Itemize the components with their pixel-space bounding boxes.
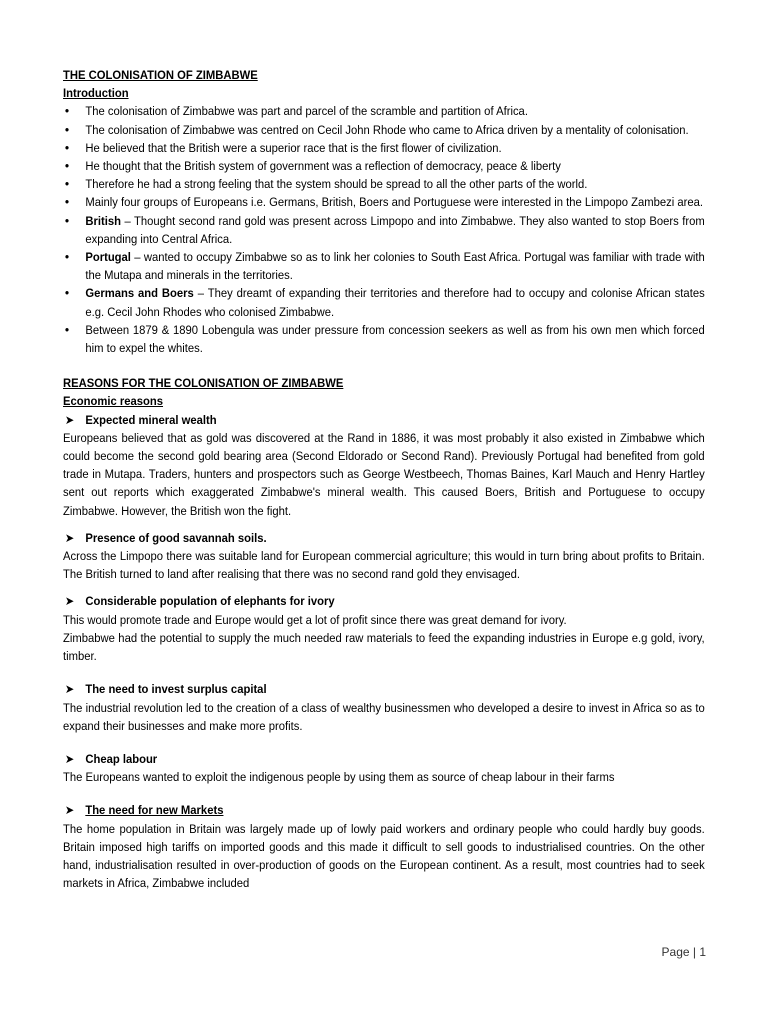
document-body (63, 66, 705, 892)
spacer (63, 735, 705, 750)
arrow-bullet-icon: ➤ (64, 803, 75, 818)
list-item: • The colonisation of Zimbabwe was centred on Cecil John Rhode who came to Africa driven by a mentality of colonisation. (63, 121, 705, 139)
section-paragraph: The industrial revolution led to the creation of a class of wealthy businessmen who developed a desire to invest in Africa so as to expand their businesses and make more profits. (63, 700, 705, 733)
section-paragraph: The home population in Britain was largely made up of lowly paid workers and ordinary people who could hardly buy goods. Britain imposed high tariffs on imported goods and this made it difficult to sell goods to industrialised countries. On the other hand, industrialisation resulted in over-production of goods on the European continent. As a result, most countries had to seek markets in Africa, Zimbabwe included (63, 821, 705, 891)
arrow-bullet-icon: ➤ (64, 682, 75, 697)
spacer (63, 520, 705, 529)
section-paragraph: This would promote trade and Europe would get a lot of profit since there was great demand for ivory. (63, 612, 567, 627)
list-item: • Portugal – wanted to occupy Zimbabwe so as to link her colonies to South East Africa. Portugal was familiar with trade with the Mutapa and minerals in the territories. (63, 248, 705, 284)
section-heading: ➤ The need to invest surplus capital (63, 680, 705, 698)
list-item: • The colonisation of Zimbabwe was part and parcel of the scramble and partition of Africa. (63, 102, 705, 120)
spacer (63, 665, 705, 680)
section-heading: ➤ Considerable population of elephants for ivory (63, 592, 705, 610)
section-paragraph: The Europeans wanted to exploit the indigenous people by using them as source of cheap labour in their farms (63, 770, 615, 785)
section-paragraph: Zimbabwe had the potential to supply the much needed raw materials to feed the expanding industries in Europe e.g gold, ivory, timber. (63, 630, 705, 664)
spacer (63, 583, 705, 592)
page-number-footer: Page | 1 (661, 945, 706, 959)
list-item: • Therefore he had a strong feeling that the system should be spread to all the other parts of the world. (63, 175, 705, 193)
list-item: • He believed that the British were a superior race that is the first flower of civilization. (63, 139, 705, 157)
arrow-bullet-icon: ➤ (64, 751, 75, 766)
document-title: THE COLONISATION OF ZIMBABWE (63, 68, 258, 82)
economic-reasons-heading: Economic reasons (63, 394, 164, 409)
section-paragraph: Europeans believed that as gold was discovered at the Rand in 1886, it was most probably it also existed in Zimbabwe which could become the second gold bearing area (Second Eldorado or Second Rand). Previously Portugal had benefited from gold trade in Mutapa. Traders, hunters and prospectors such as George Westbeech, Thomas Baines, Karl Mauch and Henry Hartley sent out reports which exaggerated Zimbabwe's mineral wealth. This caused Boers, British and Portuguese to occupy Zimbabwe. However, the British won the fight. (63, 430, 705, 518)
spacer (63, 357, 705, 374)
arrow-bullet-icon: ➤ (64, 594, 75, 609)
section-heading: ➤ The need for new Markets (63, 801, 705, 819)
section-heading: ➤ Expected mineral wealth (63, 411, 705, 429)
section-heading: ➤ Presence of good savannah soils. (63, 529, 705, 547)
list-item: • Mainly four groups of Europeans i.e. Germans, British, Boers and Portuguese were interested in the Limpopo Zambezi area. (63, 193, 705, 211)
arrow-bullet-icon: ➤ (64, 530, 75, 545)
arrow-bullet-icon: ➤ (64, 412, 75, 427)
list-item: • Between 1879 & 1890 Lobengula was under pressure from concession seekers as well as from his own men which forced him to expel the whites. (63, 321, 705, 357)
section-heading: ➤ Cheap labour (63, 750, 705, 768)
section-paragraph: Across the Limpopo there was suitable land for European commercial agriculture; this would in turn bring about profits to Britain. The British turned to land after realising that there was no second rand gold they envisaged. (63, 549, 705, 582)
reasons-heading: REASONS FOR THE COLONISATION OF ZIMBABWE (63, 376, 344, 391)
list-item: • Germans and Boers – They dreamt of expanding their territories and therefore had to occupy and colonise African states e.g. Cecil John Rhodes who colonised Zimbabwe. (63, 284, 705, 320)
introduction-heading: Introduction (63, 86, 129, 101)
list-item: • British – Thought second rand gold was present across Limpopo and into Zimbabwe. They also wanted to stop Boers from expanding into Central Africa. (63, 212, 705, 248)
intro-bullet-list (63, 102, 705, 357)
spacer (63, 786, 705, 801)
list-item: • He thought that the British system of government was a reflection of democracy, peace & liberty (63, 157, 705, 175)
